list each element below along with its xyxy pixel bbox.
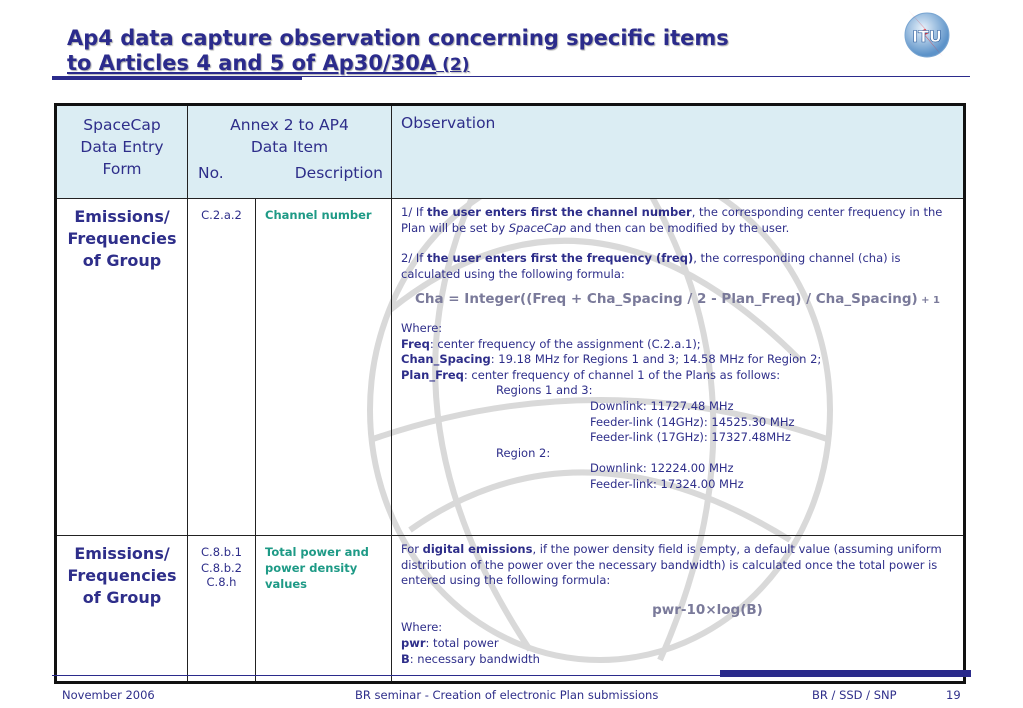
- where-label: Where:: [401, 320, 443, 335]
- table-row: [56, 536, 965, 683]
- title-line-2-main: to Articles 4 and 5 of Ap30/30A: [67, 51, 437, 75]
- header-text: Form: [102, 160, 142, 178]
- obs-paragraph-1: For digital emissions, if the power density field is empty, a default value (assuming uniform distribution of the power over the necessary bandwidth) is calculated once the total power is entered using the following formula:: [401, 542, 942, 588]
- region2-item: Downlink: 12224.00 MHz: [590, 461, 734, 476]
- channel-formula: Cha = Integer((Freq + Cha_Spacing / 2 - Plan_Freq) / Cha_Spacing) + 1: [414, 291, 941, 308]
- where-label: Where:: [401, 620, 443, 635]
- data-item-table: [54, 103, 966, 684]
- item-number: C.8.b.1: [201, 545, 242, 559]
- header-annex: [188, 105, 392, 199]
- form-line: Frequencies: [67, 566, 177, 585]
- regions-1-3-label: Regions 1 and 3:: [496, 383, 593, 398]
- item-number: C.8.h: [206, 575, 237, 589]
- header-description: Description: [294, 164, 383, 182]
- form-name: [58, 537, 186, 609]
- freq-def: Freq: center frequency of the assignment (C.2.a.1);: [401, 336, 701, 351]
- table-row: [56, 199, 965, 536]
- form-line: of Group: [82, 251, 162, 270]
- b-def: B: necessary bandwidth: [401, 651, 540, 666]
- page-number: 19: [946, 688, 961, 702]
- form-line: of Group: [82, 588, 162, 607]
- svg-text:ITU: ITU: [912, 27, 942, 46]
- observation-cell: [392, 199, 965, 536]
- header-spacecap-form: [56, 105, 188, 199]
- region13-item: Feeder-link (17GHz): 17327.48MHz: [590, 430, 791, 445]
- table-header-row: [56, 105, 965, 199]
- header-no: No.: [198, 164, 224, 182]
- item-numbers: [188, 536, 256, 683]
- header-annex-line2: Data Item: [250, 138, 329, 156]
- itu-logo-icon: [895, 5, 955, 60]
- title-line-1: Ap4 data capture observation concerning specific items: [67, 26, 729, 50]
- slide-title: [67, 26, 729, 78]
- power-formula: pwr-10×log(B): [652, 601, 763, 618]
- header-annex-line1: Annex 2 to AP4: [230, 116, 349, 134]
- item-description: Total power and power density values: [256, 536, 392, 683]
- obs-paragraph-1: 1/ If the user enters first the channel number, the corresponding center frequency in the Plan will be set by SpaceCap and then can be modified by the user.: [401, 205, 943, 235]
- footer-dept: BR / SSD / SNP: [812, 688, 897, 702]
- obs-paragraph-2: 2/ If the user enters first the frequency (freq), the corresponding channel (cha) is calculated using the following formula:: [401, 251, 901, 281]
- item-description: Channel number: [256, 199, 392, 536]
- form-line: Emissions/: [74, 207, 170, 226]
- footer-divider: [52, 675, 720, 676]
- title-accent-bar: [52, 76, 302, 80]
- form-line: Frequencies: [67, 229, 177, 248]
- region13-item: Feeder-link (14GHz): 14525.30 MHz: [590, 414, 795, 429]
- footer-title: BR seminar - Creation of electronic Plan submissions: [355, 688, 659, 702]
- observation-cell: [392, 536, 965, 683]
- region13-item: Downlink: 11727.48 MHz: [590, 398, 734, 413]
- spacing-def: Chan_Spacing: 19.18 MHz for Regions 1 and 3; 14.58 MHz for Region 2;: [401, 352, 822, 367]
- title-line-2: [67, 51, 729, 78]
- item-number: C.8.b.2: [201, 561, 242, 575]
- footer-accent-bar: [720, 670, 971, 677]
- pwr-def: pwr: total power: [401, 635, 499, 650]
- item-number: C.2.a.2: [188, 199, 256, 536]
- region2-item: Feeder-link: 17324.00 MHz: [590, 476, 744, 491]
- form-name: [58, 200, 186, 272]
- header-text: SpaceCap: [83, 116, 161, 134]
- form-line: Emissions/: [74, 544, 170, 563]
- title-line-2-suffix: (2): [436, 55, 470, 75]
- header-observation: Observation: [392, 105, 965, 199]
- footer-date: November 2006: [62, 688, 155, 702]
- header-text: Data Entry: [80, 138, 164, 156]
- planfreq-def: Plan_Freq: center frequency of channel 1 of the Plans as follows:: [401, 367, 781, 382]
- region-2-label: Region 2:: [496, 445, 551, 460]
